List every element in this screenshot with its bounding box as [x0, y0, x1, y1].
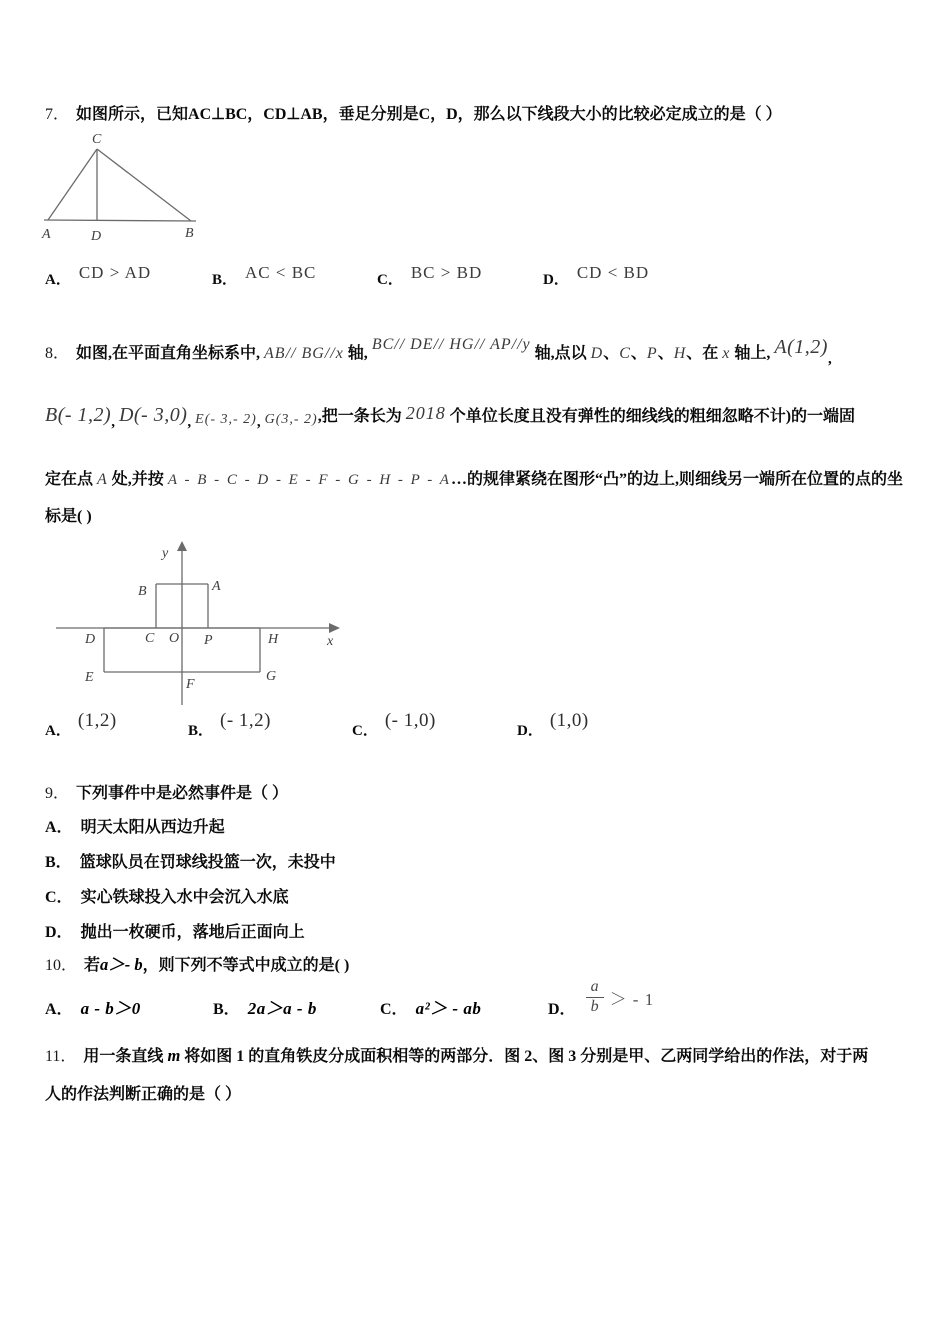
q8-line1: [45, 336, 832, 367]
q8-math-H: H: [673, 345, 687, 362]
q9-option-b-label: B．: [45, 854, 72, 871]
question-11-line1: [45, 1043, 868, 1066]
q7-label-C: C: [92, 132, 102, 147]
q8-math-B-12: B(- 1,2): [45, 404, 112, 426]
q10-option-a: [45, 994, 141, 1019]
q10-text: ，则下列不等式中成立的是( ): [142, 957, 350, 974]
q7-label-D: D: [91, 229, 102, 244]
q10-option-d-label: D．: [548, 1000, 576, 1018]
q8-option-b-label: B．: [188, 723, 214, 739]
q9-option-b: [45, 849, 336, 872]
q8-option-b-text: (- 1,2): [220, 710, 271, 731]
q7-option-a: [45, 263, 152, 289]
q9-option-d-text: 抛出一枚硬币，落地后正面向上: [80, 924, 305, 941]
question-7-number: 7．: [45, 106, 70, 123]
q10-text: 若: [84, 957, 101, 974]
q7-option-b-text: AC < BC: [245, 263, 317, 282]
q10-math-cond: a＞- b: [100, 955, 143, 974]
q8-math-D-30: D(- 3,0): [118, 404, 188, 426]
q8-axis-y-label: y: [162, 546, 169, 561]
q7-label-B: B: [185, 226, 194, 241]
q8-math-D: D: [590, 345, 604, 362]
q8-math-sequence: A - B - C - D - E - F - G - H - P - A: [167, 472, 451, 488]
q10-option-a-label: A．: [45, 1001, 73, 1018]
q8-math-P: P: [646, 345, 658, 362]
q10-frac-denominator: b: [590, 998, 599, 1016]
q7-option-a-label: A．: [45, 272, 71, 288]
q7-figure: [36, 130, 236, 255]
q8-label-B: B: [138, 584, 147, 599]
q8-line2: [45, 403, 856, 430]
q9-option-c-text: 实心铁球投入水中会沉入水底: [80, 889, 289, 906]
q8-text: ,: [111, 414, 115, 430]
q8-text: ,: [187, 414, 192, 430]
q8-line3: [45, 466, 903, 489]
q10-option-a-text: a - b＞0: [80, 999, 141, 1018]
q7-option-c-text: BC > BD: [410, 263, 483, 282]
question-9-text: 下列事件中是必然事件是（ ）: [76, 785, 289, 802]
q9-option-d: [45, 919, 305, 942]
question-10-number: 10．: [45, 957, 78, 974]
q8-text: 、: [603, 345, 620, 362]
question-11-number: 11．: [45, 1048, 77, 1065]
q9-option-a: [45, 814, 225, 837]
triangle-figure: [36, 130, 236, 250]
q8-text: 轴,: [347, 345, 368, 362]
q8-text: 处,并按: [111, 471, 164, 488]
q8-text: 如图,在平面直角坐标系中,: [76, 345, 261, 362]
q10-option-b-text: 2a＞a - b: [247, 999, 317, 1018]
q8-option-d-text: (1,0): [549, 710, 589, 731]
q9-option-b-text: 篮球队员在罚球线投篮一次，未投中: [79, 854, 336, 871]
q8-text: 、: [657, 345, 674, 362]
q8-figure: [42, 540, 352, 715]
q10-option-d-rest: ＞ - 1: [609, 989, 655, 1009]
q11-text-end: 人的作法判断正确的是（ ）: [45, 1086, 242, 1103]
coordinate-figure: [42, 540, 352, 710]
q10-option-b-label: B．: [213, 1001, 240, 1018]
q8-text: 、: [630, 345, 647, 362]
q8-label-G: G: [266, 669, 277, 684]
q8-text: 定在点: [45, 471, 94, 488]
q8-math-A: A: [97, 471, 108, 488]
q8-math-x: x: [722, 345, 731, 362]
q10-option-d-fraction: [586, 978, 604, 1017]
q8-math-ab-bg: AB// BG//x: [264, 345, 344, 362]
q7-option-c-label: C．: [377, 272, 403, 288]
q9-option-d-label: D．: [45, 924, 73, 941]
q8-label-A: A: [212, 579, 221, 594]
q10-frac-numerator: a: [586, 978, 604, 998]
q8-line4: [45, 503, 92, 526]
q10-option-c-text: a²＞ - ab: [415, 999, 482, 1018]
question-8-number: 8．: [45, 345, 70, 362]
q8-label-H: H: [268, 632, 279, 647]
q8-text: 个单位长度且没有弹性的细线线的粗细忽略不计)的一端固: [449, 408, 856, 425]
q8-text: 轴,点以: [534, 345, 587, 362]
q8-option-a-label: A．: [45, 723, 71, 739]
q8-option-c-text: (- 1,0): [384, 710, 436, 731]
q8-axis-x-label: x: [327, 634, 334, 649]
q8-text: ,: [256, 414, 261, 430]
q8-math-E-3-2: E(- 3,- 2): [195, 412, 257, 427]
question-9-number: 9．: [45, 785, 70, 802]
q11-math-m: m: [167, 1046, 181, 1065]
q8-math-bc-de: BC// DE// HG// AP//y: [371, 336, 531, 353]
q8-text: ,: [827, 351, 832, 367]
q8-label-E: E: [85, 670, 94, 685]
question-11-line2: [45, 1081, 241, 1104]
q8-option-a: [45, 710, 117, 740]
q7-option-a-text: CD > AD: [78, 263, 152, 282]
q8-text: 轴上,: [734, 345, 771, 362]
q8-option-c-label: C．: [352, 723, 378, 739]
q9-option-c-label: C．: [45, 889, 73, 906]
q8-option-c: [352, 710, 436, 740]
q11-text: 将如图 1 的直角铁皮分成面积相等的两部分．图 2、图 3 分别是甲、乙两同学给出的作法，对于两: [184, 1048, 869, 1065]
q8-math-C: C: [619, 345, 631, 362]
question-9: [45, 780, 288, 803]
q8-label-P: P: [204, 633, 213, 648]
q8-label-D: D: [85, 632, 96, 647]
q9-option-a-text: 明天太阳从西边升起: [80, 819, 225, 836]
q9-option-c: [45, 884, 289, 907]
q10-option-c: [380, 994, 481, 1019]
q8-option-d: [517, 710, 589, 740]
q11-text: 用一条直线: [83, 1048, 164, 1065]
q8-math-A12: A(1,2): [774, 336, 828, 358]
question-7-text: 如图所示，已知AC⊥BC，CD⊥AB，垂足分别是C，D，那么以下线段大小的比较必定成立的是（ ）: [76, 106, 782, 123]
q7-option-b-label: B．: [212, 272, 238, 288]
q8-label-F: F: [186, 677, 195, 692]
q8-text: …的规律紧绕在图形“凸”的边上,则细线另一端所在位置的点的坐: [450, 471, 903, 488]
q7-label-A: A: [42, 227, 51, 242]
q8-option-b: [188, 710, 271, 740]
question-10: [45, 951, 349, 975]
q10-option-d: [548, 978, 654, 1017]
q8-label-C: C: [145, 631, 155, 646]
q7-option-c: [377, 263, 483, 289]
q8-option-a-text: (1,2): [77, 710, 117, 731]
q9-option-a-label: A．: [45, 819, 73, 836]
q8-text: ,把一条长为: [317, 408, 402, 425]
q8-text: 、在: [686, 345, 719, 362]
q7-option-d-label: D．: [543, 272, 569, 288]
q7-option-b: [212, 263, 317, 289]
q7-option-d-text: CD < BD: [576, 263, 650, 282]
q10-option-c-label: C．: [380, 1001, 408, 1018]
q8-math-2018: 2018: [405, 403, 446, 423]
q8-text-end: 标是( ): [45, 508, 92, 525]
q8-option-d-label: D．: [517, 723, 543, 739]
q8-label-O: O: [169, 631, 180, 646]
q10-option-b: [213, 994, 317, 1019]
q8-math-G3-2: G(3,- 2): [264, 412, 318, 427]
question-7: [45, 101, 782, 124]
q7-option-d: [543, 263, 650, 289]
